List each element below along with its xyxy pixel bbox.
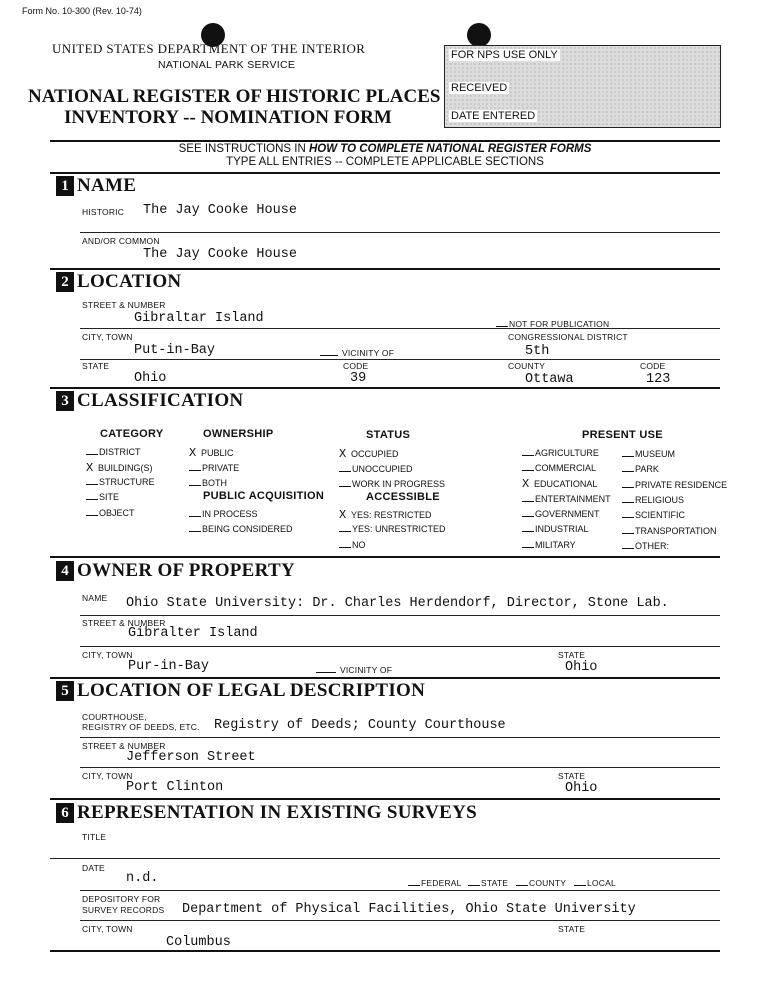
divider	[80, 328, 720, 329]
form-title-line1: NATIONAL REGISTER OF HISTORIC PLACES	[28, 86, 441, 107]
department-name: UNITED STATES DEPARTMENT OF THE INTERIOR	[52, 41, 366, 56]
check-mark	[86, 491, 98, 500]
checkbox-museum[interactable]	[622, 448, 675, 459]
checkbox-being-considered[interactable]	[189, 523, 293, 534]
checkbox-park[interactable]	[622, 463, 659, 474]
divider	[50, 140, 720, 142]
city-label: CITY, TOWN	[82, 332, 133, 342]
owner-name-label: NAME	[82, 593, 108, 603]
option-label: STATE	[481, 878, 509, 888]
check-mark	[86, 446, 98, 455]
option-label: OCCUPIED	[351, 449, 399, 459]
survey-date-field[interactable]: n.d.	[126, 871, 159, 886]
legal-street-label: STREET & NUMBER	[82, 741, 166, 751]
option-label: MILITARY	[535, 540, 576, 550]
check-mark	[189, 508, 201, 517]
divider	[50, 950, 720, 952]
option-label: MUSEUM	[635, 449, 675, 459]
survey-date-label: DATE	[82, 863, 105, 873]
owner-state-label: STATE	[558, 650, 586, 660]
depository-label: DEPOSITORY FOR	[82, 894, 161, 904]
check-mark: X	[339, 508, 347, 522]
check-mark	[339, 478, 351, 487]
legal-city-field[interactable]: Port Clinton	[126, 780, 224, 795]
instructions-line2: TYPE ALL ENTRIES -- COMPLETE APPLICABLE SECTIONS	[226, 156, 544, 168]
option-label: SITE	[99, 492, 120, 502]
option-label: COUNTY	[529, 878, 567, 888]
checkbox-no[interactable]	[339, 539, 366, 550]
category-heading: CATEGORY	[100, 428, 164, 440]
present-use-heading: PRESENT USE	[582, 429, 663, 441]
check-mark	[522, 493, 534, 502]
section-3-header	[56, 390, 243, 412]
checkbox-scientific[interactable]	[622, 509, 685, 520]
ownership-heading: OWNERSHIP	[203, 428, 274, 440]
divider	[50, 172, 720, 174]
checkbox-buildings[interactable]	[86, 461, 153, 475]
option-label: PARK	[635, 464, 659, 474]
survey-title-label: TITLE	[82, 832, 107, 842]
instructions-title: HOW TO COMPLETE NATIONAL REGISTER FORMS	[308, 143, 592, 155]
registry-label: REGISTRY OF DEEDS, ETC.	[82, 722, 200, 732]
checkbox-yes-restricted[interactable]	[339, 508, 432, 522]
option-label: RELIGIOUS	[635, 495, 685, 505]
punch-hole-right	[467, 23, 491, 47]
option-label: FEDERAL	[421, 878, 462, 888]
street-label: STREET & NUMBER	[82, 300, 166, 310]
courthouse-label: COURTHOUSE,	[82, 712, 147, 722]
county-code-field[interactable]: 123	[646, 372, 671, 387]
accessible-heading: ACCESSIBLE	[366, 491, 440, 503]
check-mark	[622, 448, 634, 457]
divider	[50, 387, 720, 389]
check-mark	[522, 539, 534, 548]
legal-state-field[interactable]: Ohio	[565, 781, 598, 796]
check-mark	[86, 476, 98, 485]
check-mark	[622, 479, 634, 488]
checkbox-state[interactable]	[468, 877, 508, 888]
divider	[80, 359, 720, 360]
divider	[80, 615, 720, 616]
county-code-label: CODE	[640, 361, 666, 371]
owner-state-field[interactable]: Ohio	[565, 660, 598, 675]
checkbox-educational[interactable]	[522, 477, 597, 491]
checkbox-structure[interactable]	[86, 476, 155, 487]
nps-use-only-label: FOR NPS USE ONLY	[451, 49, 558, 61]
section-5-header	[56, 680, 425, 702]
checkbox-industrial[interactable]	[522, 523, 589, 534]
checkbox-federal[interactable]	[408, 877, 462, 888]
common-name-field[interactable]: The Jay Cooke House	[143, 247, 297, 262]
historic-label: HISTORIC	[82, 207, 125, 217]
option-label: GOVERNMENT	[535, 509, 600, 519]
state-code-label: CODE	[343, 361, 369, 371]
service-name: NATIONAL PARK SERVICE	[158, 59, 296, 71]
state-code-field[interactable]: 39	[350, 371, 367, 386]
option-label: YES: RESTRICTED	[351, 510, 432, 520]
checkbox-county[interactable]	[516, 877, 566, 888]
checkbox-occupied[interactable]	[339, 447, 399, 461]
form-title-line2: INVENTORY -- NOMINATION FORM	[64, 107, 392, 128]
city-field[interactable]: Put-in-Bay	[134, 343, 216, 358]
checkbox-yes-unrestricted[interactable]	[339, 523, 446, 534]
check-mark: X	[522, 477, 530, 491]
divider	[80, 232, 720, 233]
section-number: 3	[56, 391, 74, 411]
section-4-header	[56, 560, 295, 582]
checkbox-both[interactable]	[189, 477, 227, 488]
check-mark	[522, 462, 534, 471]
common-name-label: AND/OR COMMON	[82, 236, 160, 246]
legal-state-label: STATE	[558, 771, 586, 781]
status-heading: STATUS	[366, 429, 411, 441]
divider	[80, 920, 720, 921]
option-label: DISTRICT	[99, 447, 141, 457]
check-mark	[339, 539, 351, 548]
option-label: INDUSTRIAL	[535, 524, 589, 534]
nps-use-only-box	[444, 45, 721, 128]
option-label: YES: UNRESTRICTED	[352, 524, 446, 534]
owner-city-label: CITY, TOWN	[82, 650, 133, 660]
option-label: BEING CONSIDERED	[202, 524, 293, 534]
check-mark	[622, 540, 634, 549]
owner-name-field[interactable]: Ohio State University: Dr. Charles Herdendorf, Director, Stone Lab.	[126, 596, 669, 611]
state-field[interactable]: Ohio	[134, 371, 167, 386]
survey-city-label: CITY, TOWN	[82, 924, 133, 934]
option-label: ENTERTAINMENT	[535, 494, 611, 504]
congressional-district-field[interactable]: 5th	[525, 344, 550, 359]
vicinity-label: VICINITY OF	[340, 665, 393, 675]
section-title: NAME	[77, 175, 137, 196]
state-label: STATE	[82, 361, 110, 371]
survey-city-field[interactable]: Columbus	[166, 935, 231, 950]
section-title: LOCATION OF LEGAL DESCRIPTION	[77, 680, 426, 701]
divider	[50, 556, 720, 558]
check-mark: X	[339, 447, 347, 461]
owner-city-field[interactable]: Pur-in-Bay	[128, 659, 210, 674]
section-title: REPRESENTATION IN EXISTING SURVEYS	[77, 802, 478, 823]
checkbox-military[interactable]	[522, 539, 576, 550]
check-mark	[622, 494, 634, 503]
option-label: NO	[352, 540, 366, 550]
congressional-district-label: CONGRESSIONAL DISTRICT	[508, 332, 628, 342]
owner-street-label: STREET & NUMBER	[82, 618, 166, 628]
checkbox-local[interactable]	[574, 877, 616, 888]
divider	[80, 767, 720, 768]
check-mark	[522, 523, 534, 532]
section-number: 4	[56, 561, 74, 581]
option-label: BOTH	[202, 478, 228, 488]
instructions	[50, 143, 720, 169]
check-mark	[622, 525, 634, 534]
section-number: 2	[56, 272, 74, 292]
check-mark	[339, 463, 351, 472]
check-mark: X	[86, 461, 94, 475]
check-mark	[86, 507, 98, 516]
checkbox-agriculture[interactable]	[522, 447, 599, 458]
divider	[50, 798, 720, 800]
checkbox-site[interactable]	[86, 491, 119, 502]
section-6-header	[56, 802, 477, 824]
vicinity-label: VICINITY OF	[342, 348, 395, 358]
check-mark	[622, 509, 634, 518]
section-number: 6	[56, 803, 74, 823]
received-label: RECEIVED	[451, 82, 508, 94]
checkbox-commercial[interactable]	[522, 462, 596, 473]
checkbox-work-in-progress[interactable]	[339, 478, 445, 489]
instructions-prefix: SEE INSTRUCTIONS IN	[178, 143, 309, 155]
checkbox-unoccupied[interactable]	[339, 463, 413, 474]
option-label: COMMERCIAL	[535, 463, 597, 473]
survey-records-label: SURVEY RECORDS	[82, 905, 165, 915]
checkbox-religious[interactable]	[622, 494, 684, 505]
form-number: Form No. 10-300 (Rev. 10-74)	[22, 6, 142, 16]
divider	[80, 890, 720, 891]
not-for-publication-label: NOT FOR PUBLICATION	[509, 319, 610, 329]
checkbox-private[interactable]	[189, 462, 239, 473]
option-label: STRUCTURE	[99, 477, 155, 487]
section-number: 1	[56, 176, 74, 196]
check-mark	[189, 462, 201, 471]
checkbox-private-residence[interactable]	[622, 479, 727, 490]
option-label: EDUCATIONAL	[534, 479, 598, 489]
section-1-header	[56, 175, 136, 197]
option-label: IN PROCESS	[202, 509, 258, 519]
check-mark	[189, 477, 201, 486]
check-mark	[522, 508, 534, 517]
divider	[50, 268, 720, 270]
option-label: BUILDING(S)	[98, 463, 153, 473]
public-acquisition-heading: PUBLIC ACQUISITION	[203, 490, 325, 502]
legal-street-field[interactable]: Jefferson Street	[126, 750, 256, 765]
checkbox-other[interactable]	[622, 540, 669, 551]
checkbox-object[interactable]	[86, 507, 135, 518]
section-2-header	[56, 271, 181, 293]
county-field[interactable]: Ottawa	[525, 372, 574, 387]
option-label: LOCAL	[587, 878, 616, 888]
owner-street-field[interactable]: Gibralter Island	[128, 626, 258, 641]
option-label: TRANSPORTATION	[635, 526, 717, 536]
date-entered-label: DATE ENTERED	[451, 110, 536, 122]
check-mark	[522, 447, 534, 456]
checkbox-public[interactable]	[189, 446, 234, 460]
option-label: AGRICULTURE	[535, 448, 599, 458]
county-label: COUNTY	[508, 361, 546, 371]
checkbox-entertainment[interactable]	[522, 493, 611, 504]
option-label: PUBLIC	[201, 448, 234, 458]
checkbox-in-process[interactable]	[189, 508, 258, 519]
divider	[80, 646, 720, 647]
checkbox-transportation[interactable]	[622, 525, 717, 536]
option-label: OTHER:	[635, 541, 670, 551]
survey-state-label: STATE	[558, 924, 586, 934]
section-number: 5	[56, 681, 74, 701]
section-title: OWNER OF PROPERTY	[77, 560, 296, 581]
owner-vicinity[interactable]	[316, 664, 392, 675]
checkbox-district[interactable]	[86, 446, 141, 457]
check-mark	[189, 523, 201, 532]
historic-name-field[interactable]: The Jay Cooke House	[143, 203, 297, 218]
divider	[50, 677, 720, 679]
check-mark	[622, 463, 634, 472]
divider	[50, 858, 720, 859]
option-label: UNOCCUPIED	[352, 464, 413, 474]
check-mark	[339, 523, 351, 532]
depository-field[interactable]: Department of Physical Facilities, Ohio State University	[182, 902, 636, 917]
street-field[interactable]: Gibraltar Island	[134, 311, 264, 326]
section-title: LOCATION	[77, 271, 182, 292]
courthouse-field[interactable]: Registry of Deeds; County Courthouse	[214, 718, 506, 733]
section-title: CLASSIFICATION	[77, 390, 244, 411]
checkbox-government[interactable]	[522, 508, 600, 519]
option-label: PRIVATE RESIDENCE	[635, 480, 728, 490]
check-mark: X	[189, 446, 197, 460]
option-label: SCIENTIFIC	[635, 510, 686, 520]
option-label: WORK IN PROGRESS	[352, 479, 446, 489]
divider	[80, 737, 720, 738]
option-label: OBJECT	[99, 508, 135, 518]
vicinity[interactable]	[320, 347, 394, 358]
legal-city-label: CITY, TOWN	[82, 771, 133, 781]
option-label: PRIVATE	[202, 463, 240, 473]
